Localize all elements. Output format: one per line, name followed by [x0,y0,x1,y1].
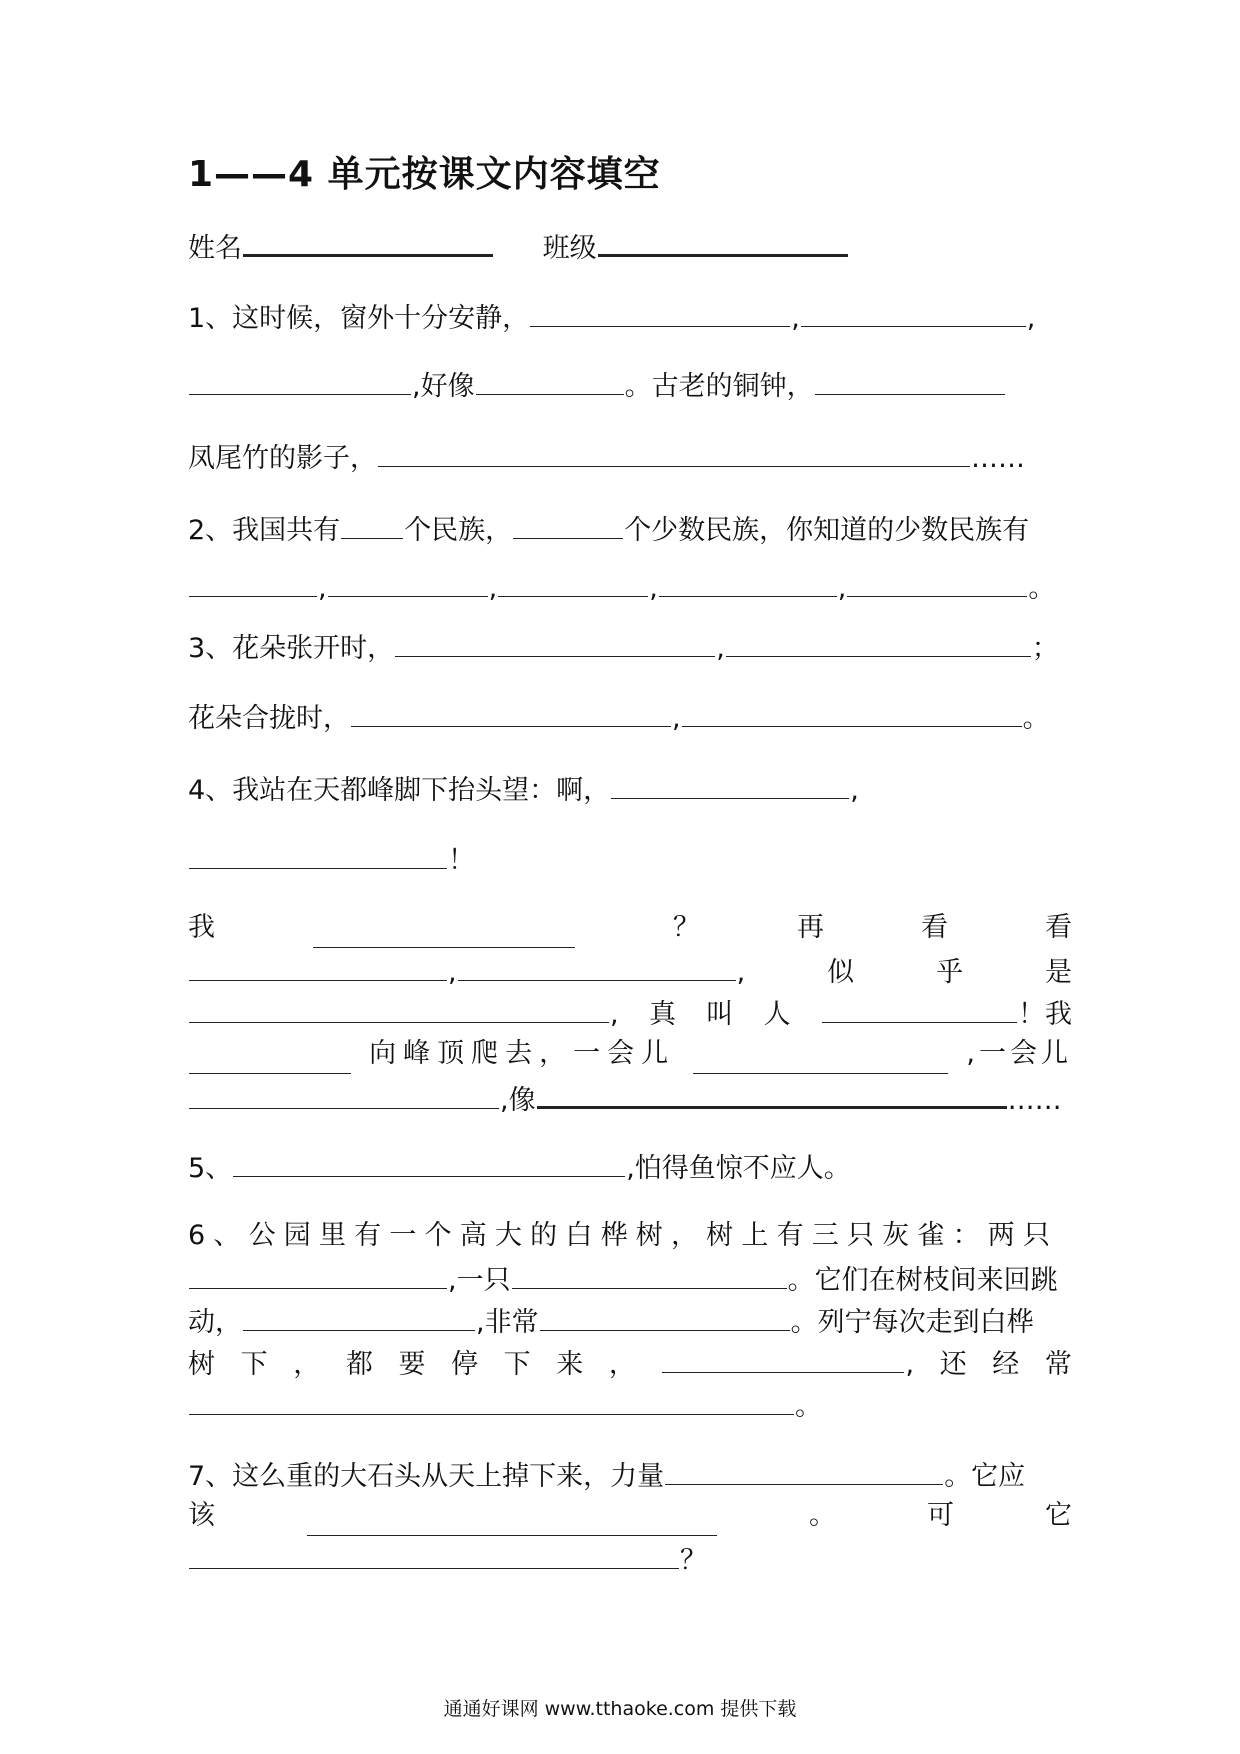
q1-blank-6[interactable] [378,436,970,467]
q6-blank-5[interactable] [662,1342,904,1373]
q4-blank-8[interactable] [189,1043,351,1074]
q4-text-a: 4、我站在天都峰脚下抬头望：啊， [188,775,611,806]
q1-text-b: , [791,303,800,334]
q2-blank-4[interactable] [328,566,488,597]
q4-text-r: ！我 [1017,999,1072,1030]
q2-text-a: 2、我国共有 [188,515,341,546]
q2-text-b: 个民族， [404,515,513,546]
q1-text-c: , [1026,303,1036,334]
q6-text-j: 。 [795,1391,822,1422]
q2-line2 [188,566,1072,609]
q4-blank-2[interactable] [189,838,447,869]
q3-blank-1[interactable] [395,626,715,657]
q4-line1 [188,768,1072,811]
q3-blank-4[interactable] [682,696,1022,727]
q6-line1 [188,1216,1072,1256]
q3-line2 [188,696,1072,739]
q7-blank-1[interactable] [665,1454,943,1485]
q4-line4 [188,950,1072,993]
q1-line1 [188,296,1072,339]
q3-text-f: 。 [1022,703,1050,734]
q3-blank-2[interactable] [726,626,1031,657]
q7-line1 [188,1454,1072,1497]
q6-text-g9: ， [608,1349,636,1380]
q2-blank-7[interactable] [847,566,1027,597]
q6-text-i3: 常 [1044,1349,1072,1380]
q6-line5 [188,1384,1072,1427]
q4-blank-7[interactable] [822,992,1017,1023]
page-title: 1——4 单元按课文内容填空 [188,154,661,195]
q4-text-v: …… [1007,1085,1062,1116]
q6-blank-2[interactable] [512,1258,787,1289]
q4-blank-4[interactable] [189,950,447,981]
q6-text-g7: 下 [503,1349,531,1380]
q4-line5 [188,992,1072,1035]
q7-text-c: 该 [188,1500,215,1531]
q6-line4 [188,1342,1072,1385]
class-label: 班级 [542,233,597,264]
q6-text-g3: ， [293,1349,321,1380]
q6-text-g5: 要 [398,1349,426,1380]
q4-blank-3[interactable] [313,917,575,948]
q4-text-f: 再 [797,912,824,943]
q4-text-l: 乎 [936,957,964,988]
q6-blank-1[interactable] [189,1258,447,1289]
q2-line1 [188,508,1072,551]
q4-line3 [188,908,1072,948]
q1-blank-2[interactable] [801,296,1026,327]
q1-text-e: 。古老的铜钟， [624,371,814,402]
q1-line2 [188,364,1072,407]
q3-text-d: 花朵合拢时， [188,703,350,734]
q4-text-q: 人 [763,999,791,1030]
q4-text-c: ！ [448,845,475,876]
q6-blank-4[interactable] [540,1300,790,1331]
q7-blank-2[interactable] [307,1505,717,1536]
q3-blank-3[interactable] [351,696,671,727]
q4-line2 [188,838,1072,881]
q7-text-a: 7、这么重的大石头从天上掉下来，力量 [188,1461,665,1492]
name-blank[interactable] [243,224,493,257]
q1-blank-3[interactable] [189,364,411,395]
q6-text-h: , [905,1349,915,1380]
q1-blank-5[interactable] [815,364,1005,395]
q4-blank-1[interactable] [611,768,849,799]
q5-blank-1[interactable] [233,1146,625,1177]
q6-text-b: ,一只 [448,1265,511,1296]
q4-text-o: 真 [648,999,676,1030]
q4-blank-10[interactable] [189,1078,499,1109]
q3-line1 [188,626,1072,669]
footer-credit: 通通好课网 www.tthaoke.com 提供下载 [443,1698,797,1720]
q6-text-g2: 下 [240,1349,268,1380]
q5-line [188,1146,1072,1189]
q3-text-b: , [716,633,725,664]
q1-text-d: ,好像 [412,371,475,402]
name-label: 姓名 [188,233,242,264]
q4-text-d: 我 [188,912,215,943]
q2-comma-2: , [488,573,498,604]
q1-blank-1[interactable] [530,296,790,327]
q2-comma-1: , [318,573,327,604]
q7-text-e: 可 [927,1500,954,1531]
q7-text-g: ？ [680,1545,707,1576]
q2-blank-1[interactable] [341,508,403,539]
q2-text-e: 。 [1028,573,1056,604]
q4-text-k: 似 [827,957,855,988]
q7-blank-3[interactable] [189,1538,679,1569]
q2-blank-5[interactable] [498,566,648,597]
q6-line3 [188,1300,1072,1343]
q1-line3 [188,436,1072,479]
q2-comma-3: , [649,573,658,604]
q5-text-b: ,怕得鱼惊不应人。 [626,1153,851,1184]
q4-line6 [188,1034,1072,1074]
q6-text-e: ,非常 [476,1307,539,1338]
q6-text-i1: 还 [939,1349,967,1380]
q6-text-i2: 经 [992,1349,1020,1380]
q1-blank-4[interactable] [476,364,624,395]
q1-text-a: 1、这时候，窗外十分安静， [188,303,530,334]
q4-blank-6[interactable] [189,992,609,1023]
q2-blank-6[interactable] [659,566,837,597]
q3-text-c: ； [1031,633,1059,664]
q4-text-n: , [610,999,619,1030]
q4-text-h: 看 [1045,912,1072,943]
q5-text-a: 5、 [188,1153,233,1184]
q4-line7 [188,1076,1072,1121]
q2-blank-2[interactable] [513,508,623,539]
q7-line3 [188,1538,1072,1581]
q4-blank-5[interactable] [458,950,736,981]
q2-text-c: 个少数民族，你知道的少数民族有 [624,515,1030,546]
q3-text-a: 3、花朵张开时， [188,633,395,664]
q6-text-g8: 来 [556,1349,584,1380]
header-row [188,224,1072,269]
q1-text-f: 凤尾竹的影子， [188,443,377,474]
q3-text-e: , [672,703,681,734]
q4-text-m: 是 [1045,957,1072,988]
q4-text-i: , [448,957,457,988]
q4-text-j: , [736,957,746,988]
q4-blank-9[interactable] [693,1043,948,1074]
q4-text-t: ,一会儿 [966,1038,1072,1069]
q6-blank-6[interactable] [189,1384,794,1415]
q4-text-b: , [850,775,859,806]
q6-text-a: 6、公园里有一个高大的白桦树，树上有三只灰雀：两只 [188,1220,1059,1251]
q6-text-d: 动， [188,1307,242,1338]
q1-text-g: …… [971,443,1025,474]
q6-text-g6: 停 [451,1349,479,1380]
q7-text-b: 。它应 [944,1461,1026,1492]
q7-line2 [188,1496,1072,1536]
q4-text-g: 看 [921,912,948,943]
q6-text-c: 。它们在树枝间来回跳 [787,1265,1058,1296]
q2-blank-3[interactable] [189,566,317,597]
q7-text-d: 。 [809,1500,836,1531]
class-blank[interactable] [598,224,848,257]
q2-comma-4: , [837,573,847,604]
q6-blank-3[interactable] [243,1300,475,1331]
q4-text-p: 叫 [706,999,734,1030]
q4-text-u: ,像 [500,1085,536,1116]
q6-line2 [188,1258,1072,1301]
q4-text-s: 向峰顶爬去，一会儿 [369,1038,676,1069]
q7-text-f: 它 [1045,1500,1072,1531]
q4-blank-11[interactable] [537,1076,1007,1109]
q6-text-g4: 都 [345,1349,373,1380]
q6-text-g1: 树 [188,1349,215,1380]
q4-text-e: ？ [673,912,700,943]
q6-text-f: 。列宁每次走到白桦 [790,1307,1034,1338]
